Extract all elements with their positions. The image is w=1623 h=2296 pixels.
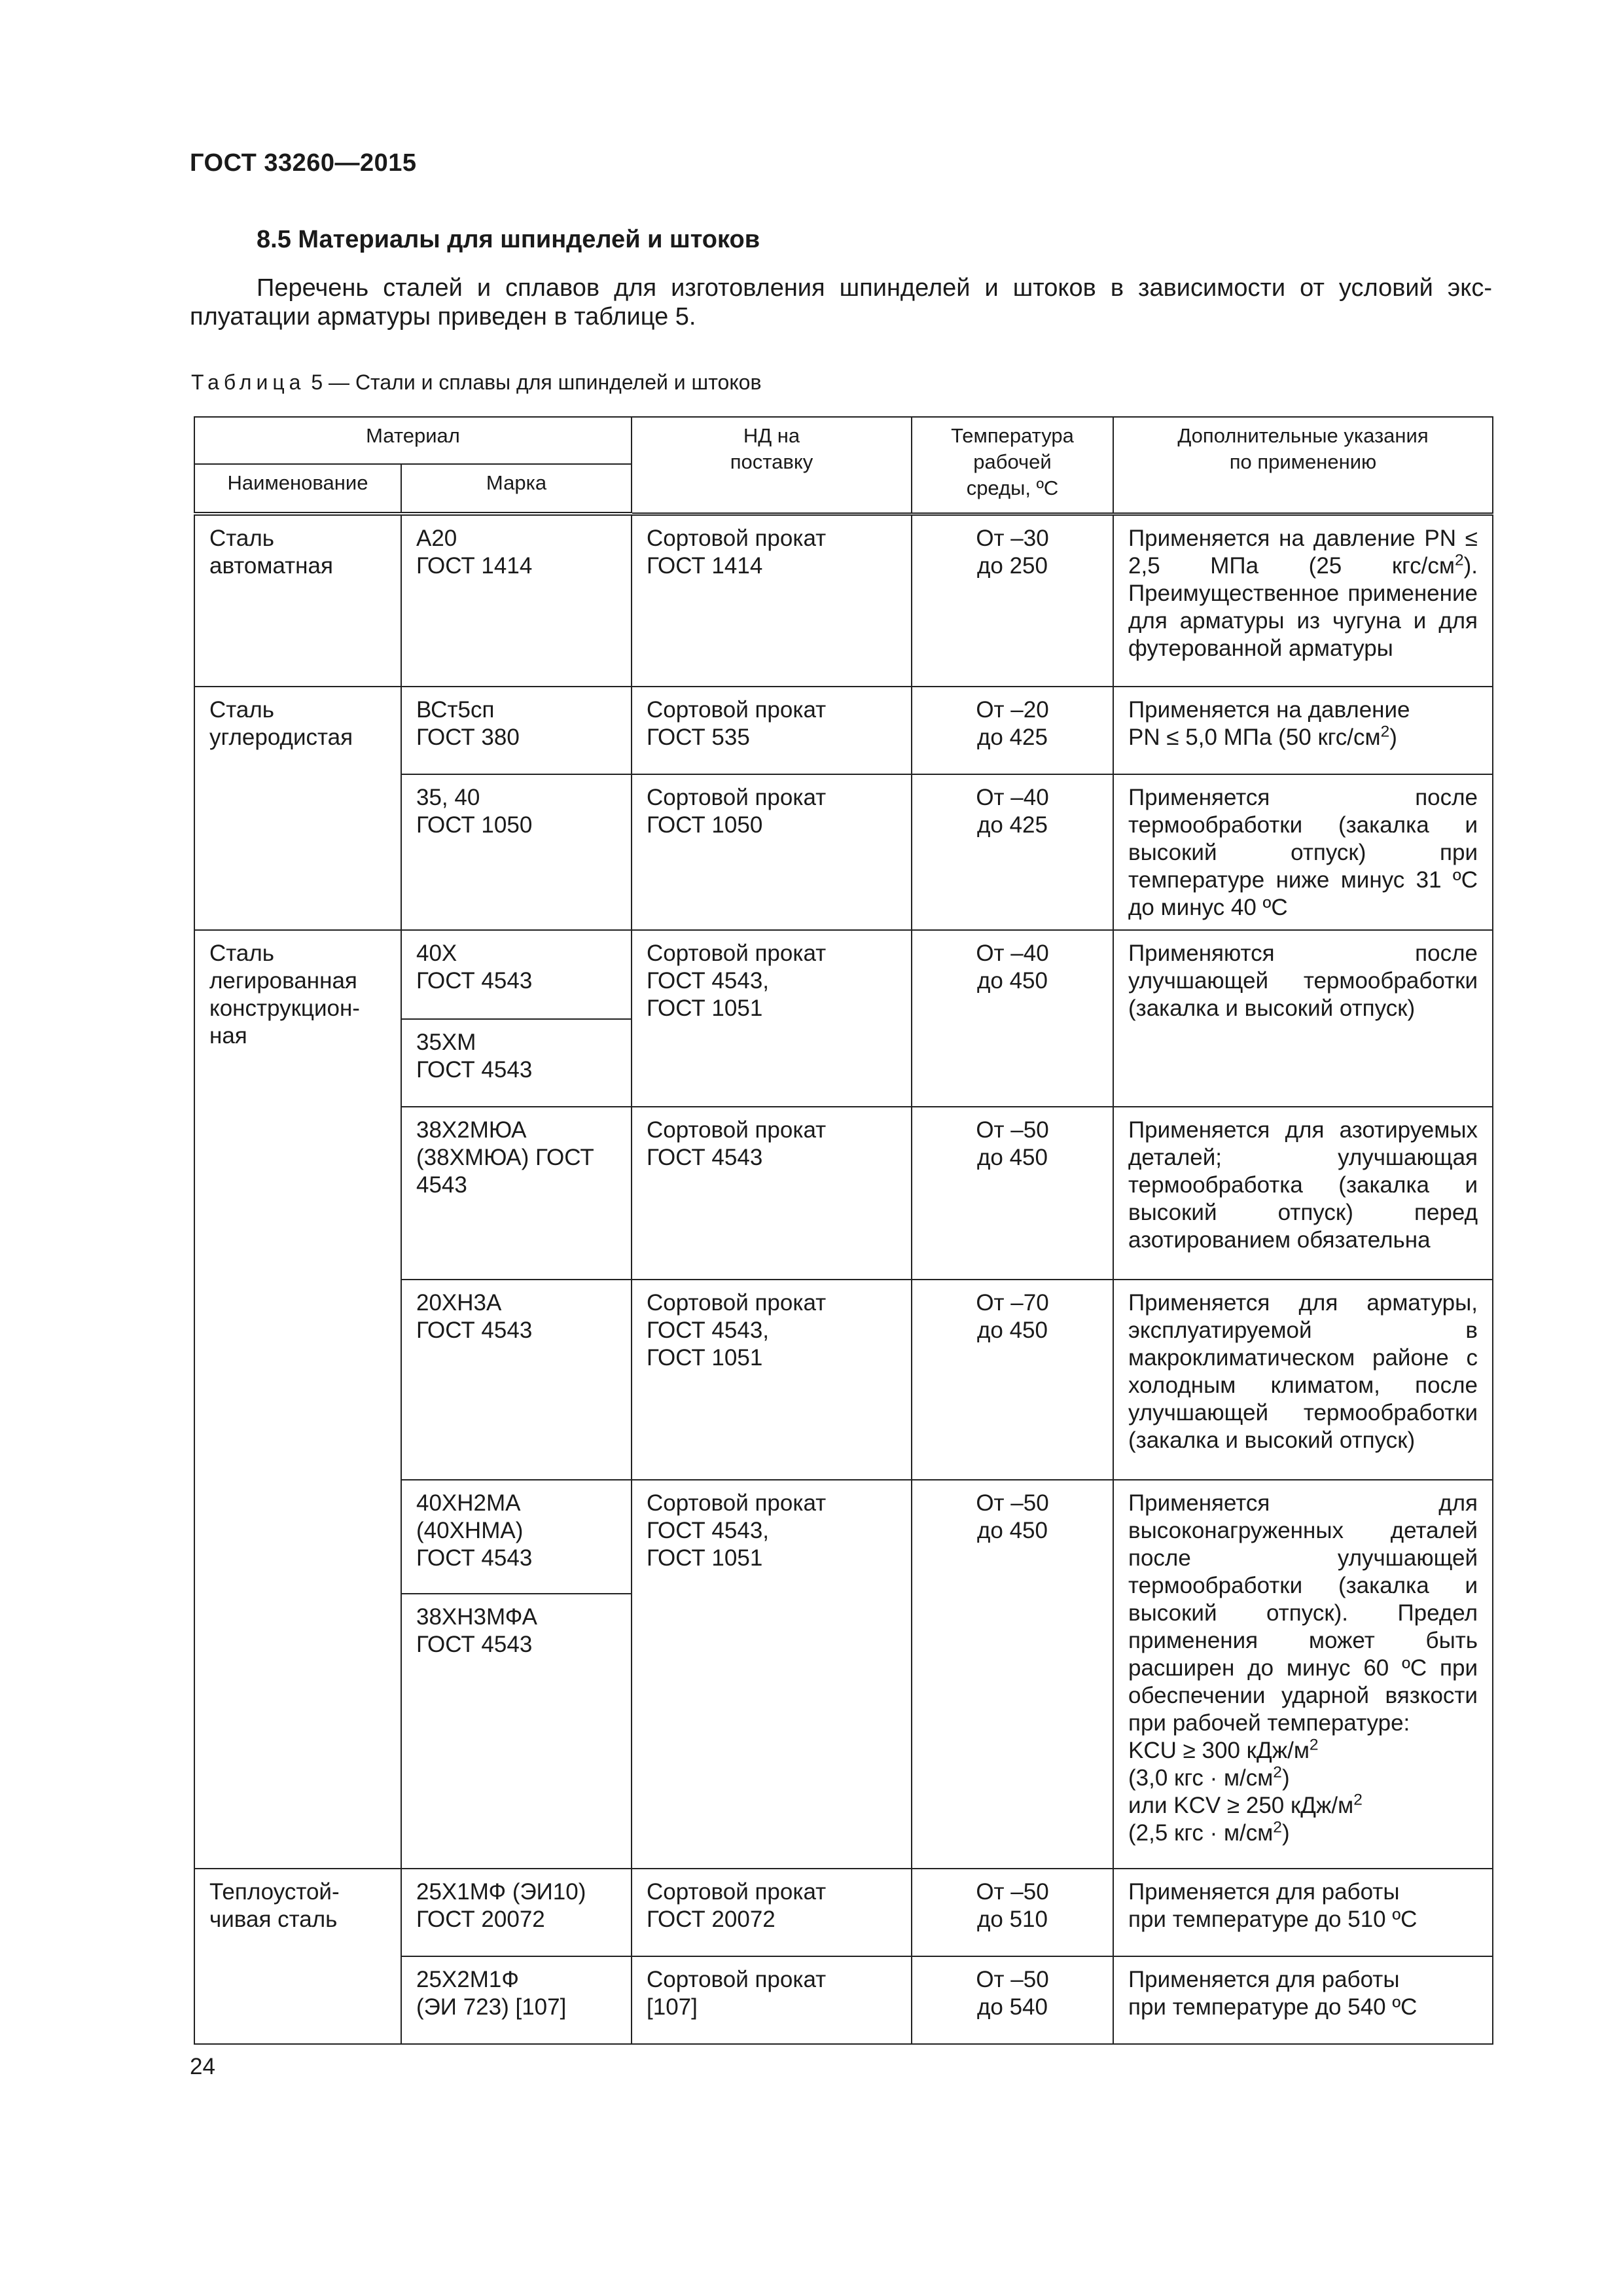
- cell-grade: 40Х ГОСТ 4543: [401, 930, 632, 1019]
- cell-note: Применяется на давление PN ≤ 5,0 МПа (50 кгс/$см^2$): [1113, 687, 1493, 774]
- cell-grade: 38Х2МЮА (38ХМЮА) ГОСТ 4543: [401, 1107, 632, 1280]
- page-number: 24: [190, 2054, 215, 2079]
- cell-nd: Сортовой прокат ГОСТ 4543: [632, 1107, 912, 1280]
- cell-nd: Сортовой прокат ГОСТ 1050: [632, 774, 912, 930]
- cell-nd: Сортовой прокат ГОСТ 4543, ГОСТ 1051: [632, 1280, 912, 1480]
- cell-temp: От –30 до 250: [912, 514, 1113, 687]
- table-row: [194, 930, 1493, 1019]
- cell-grade: А20 ГОСТ 1414: [401, 514, 632, 687]
- caption-label: Таблица: [191, 370, 306, 394]
- cell-temp: От –40 до 425: [912, 774, 1113, 930]
- cell-temp: От –50 до 510: [912, 1869, 1113, 1956]
- header-nd: НД на поставку: [632, 417, 912, 514]
- cell-nd: Сортовой прокат ГОСТ 1414: [632, 514, 912, 687]
- materials-table: [194, 416, 1493, 2045]
- cell-note: Применяется для работы при температуре до 510 ºС: [1113, 1869, 1493, 1956]
- cell-temp: От –50 до 450: [912, 1107, 1113, 1280]
- section-title: 8.5 Материалы для шпинделей и штоков: [257, 226, 760, 253]
- cell-note: Применяется для арматуры, эксплуатируемой в макроклиматическом районе с холодным климатом, после улучшающей термообработки (закалка и высокий отпуск): [1113, 1280, 1493, 1480]
- cell-grade: 20ХН3А ГОСТ 4543: [401, 1280, 632, 1480]
- table-row: [194, 687, 1493, 774]
- header-material: Материал: [194, 417, 632, 464]
- cell-temp: От –40 до 450: [912, 930, 1113, 1107]
- header-name: Наименование: [194, 464, 401, 514]
- cell-grade: 35, 40 ГОСТ 1050: [401, 774, 632, 930]
- cell-grade: ВСт5сп ГОСТ 380: [401, 687, 632, 774]
- header-grade: Марка: [401, 464, 632, 514]
- cell-temp: От –70 до 450: [912, 1280, 1113, 1480]
- cell-grade: 35ХМ ГОСТ 4543: [401, 1019, 632, 1107]
- cell-nd: Сортовой прокат ГОСТ 4543, ГОСТ 1051: [632, 1480, 912, 1869]
- cell-nd: Сортовой прокат ГОСТ 4543, ГОСТ 1051: [632, 930, 912, 1107]
- cell-temp: От –20 до 425: [912, 687, 1113, 774]
- table-caption: [191, 370, 761, 395]
- cell-grade: 40ХН2МА (40ХНМА) ГОСТ 4543: [401, 1480, 632, 1594]
- cell-nd: Сортовой прокат ГОСТ 535: [632, 687, 912, 774]
- cell-note: Применяется на давление PN ≤ 2,5 МПа (25 кгс/$см^2$). Преимущественное применение для арматуры из чугуна и для футерованной арматуры: [1113, 514, 1493, 687]
- cell-name: Сталь легированная конструкцион- ная: [194, 930, 401, 1869]
- table-row: [194, 514, 1493, 687]
- cell-temp: От –50 до 540: [912, 1956, 1113, 2044]
- cell-grade: 38ХН3МФА ГОСТ 4543: [401, 1594, 632, 1869]
- cell-note: Применяется для работы при температуре до 540 ºС: [1113, 1956, 1493, 2044]
- paragraph-line-2: плуатации арматуры приведен в таблице 5.: [190, 303, 696, 331]
- intro-paragraph: [190, 274, 1492, 331]
- header-temperature: Температура рабочей среды, ºС: [912, 417, 1113, 514]
- header-notes: Дополнительные указания по применению: [1113, 417, 1493, 514]
- cell-name: Теплоустой- чивая сталь: [194, 1869, 401, 2044]
- cell-temp: От –50 до 450: [912, 1480, 1113, 1869]
- cell-note: Применяется после термообработки (закалка и высокий отпуск) при температуре ниже минус 31 ºС до минус 40 ºС: [1113, 774, 1493, 930]
- cell-note: Применяется для высоконагруженных деталей после улучшающей термообработки (закалка и высокий отпуск). Предел применения может быть расширен до минус 60 ºС при обеспечении ударной вязкости при рабочей температуре: KCU ≥ 300 кДж/$м^2$ (3,0 кгс · $м/см^2$) или KCV ≥ 250 кДж/$м^2$ (2,5 кгс · $м/см^2$): [1113, 1480, 1493, 1869]
- cell-nd: Сортовой прокат ГОСТ 20072: [632, 1869, 912, 1956]
- cell-name: Сталь углеродистая: [194, 687, 401, 930]
- document-code: ГОСТ 33260—2015: [190, 149, 417, 177]
- cell-grade: 25Х1МФ (ЭИ10) ГОСТ 20072: [401, 1869, 632, 1956]
- cell-name: Сталь автоматная: [194, 514, 401, 687]
- caption-text: 5 — Стали и сплавы для шпинделей и штоков: [305, 370, 762, 394]
- cell-grade: 25Х2М1Ф (ЭИ 723) [107]: [401, 1956, 632, 2044]
- cell-note: Применяются после улучшающей термообработки (закалка и высокий отпуск): [1113, 930, 1493, 1107]
- cell-nd: Сортовой прокат [107]: [632, 1956, 912, 2044]
- table-row: [194, 1869, 1493, 1956]
- paragraph-line-1: Перечень сталей и сплавов для изготовления шпинделей и штоков в зависимости от условий экс-: [257, 274, 1492, 302]
- cell-note: Применяется для азотируемых деталей; улучшающая термообработка (закалка и высокий отпуск) перед азотированием обязательна: [1113, 1107, 1493, 1280]
